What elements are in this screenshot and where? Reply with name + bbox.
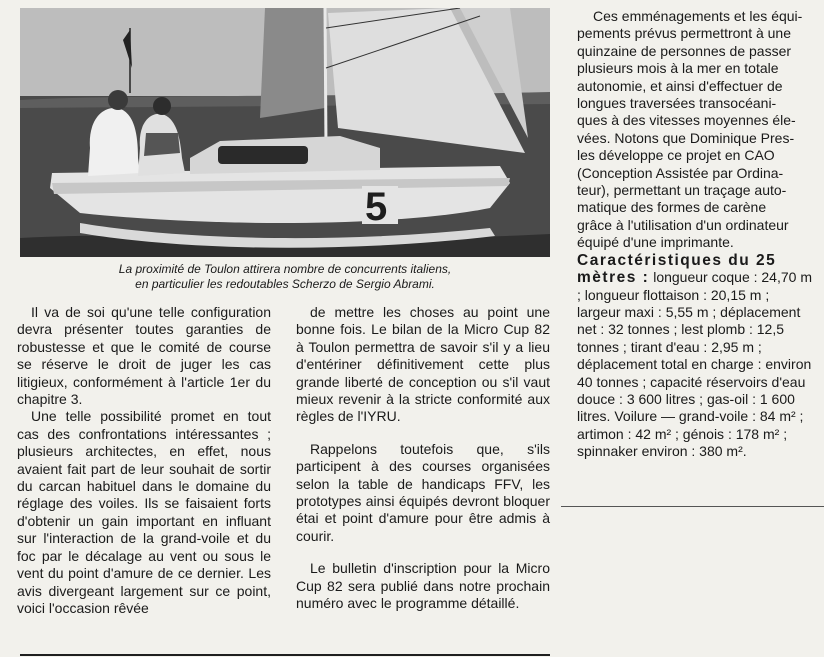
text-line: grâce à l'utilisation d'un ordinateur [577,216,789,233]
caption-line-2: en particulier les redoutables Scherzo de Sergio Abrami. [135,276,435,291]
column-separator [561,506,824,507]
caption-line-1: La proximité de Toulon attirera nombre de concurrents italiens, [118,262,452,276]
text-line: les développe ce projet en CAO [577,147,775,164]
text-line: pements prévus permettront à une [577,25,792,42]
paragraph: Rappelons toutefois que, s'ils participent à des courses organisées selon la table de handicaps FFV, les prototypes ainsi équipés devront bloquer étai et point d'amure pour être admis à courir. [296,440,550,544]
paragraph: Le bulletin d'inscription pour la Micro Cup 82 sera publié dans notre prochain numéro avec le programme détaillé. [296,560,550,612]
text-line: matique des formes de carène [577,199,767,216]
text-line: quinzaine de personnes de passer [577,42,792,59]
text-line: autonomie, et ainsi d'effectuer de [577,77,783,94]
specs-heading: Caractéristiques du 25 mètres : [577,251,777,287]
text-line: ques à des vitesses moyennes éle- [577,112,796,129]
sailboat-illustration [20,8,550,257]
paragraph: Une telle possibilité promet en tout cas des confrontations intéressantes ; plusieurs architectes, en effet, nous avaient fait part de leur souhait de sortir du carcan habituel dans le domaine du réglage des voiles. Ils se faisaient forts d'obtenir un gain important en influant sur l'interaction de la grand-voile et du foc par le décalage au vent ou sous le vent du point d'amure de ce dernier. Les avis divergeant largement sur ce point, voici l'occasion rêvée [17,408,271,616]
article-column-3 [577,8,824,461]
bottom-rule [20,654,550,656]
sail-number: 5 [365,185,388,229]
article-column-2 [296,304,550,613]
text-line: équipé d'une imprimante. [577,234,734,251]
text-line: teur), permettant un traçage auto- [577,182,787,199]
photo-caption [20,262,550,291]
paragraph: Il va de soi qu'une telle configuration devra présenter toutes garanties de robustesse et que le comité de course se réserve le droit de juger les cas litigieux, conformément à l'article 1er du chapitre 3. [17,304,271,408]
paragraph: de mettre les choses au point une bonne fois. Le bilan de la Micro Cup 82 à Toulon permettra de savoir s'il y a lieu d'entériner définitivement cette plus grande liberté de conception ou s'il vaut mieux revenir à la stricte conformité aux règles de l'IYRU. [296,304,550,425]
text-line: plusieurs mois à la mer en totale [577,60,779,77]
article-column-1 [17,304,271,617]
text-line: vées. Notons que Dominique Pres- [577,129,795,146]
specs-paragraph [577,252,813,461]
sailboat-photo [20,8,550,257]
text-line: Ces emménagements et les équi- [593,8,803,24]
specs-text: longueur coque : 24,70 m ; longueur flottaison : 20,15 m ; largeur maxi : 5,55 m ; déplacement net : 32 tonnes ; lest plomb : 12,5 tonnes ; tirant d'eau : 2,95 m ; déplacement total en charge : environ 40 tonnes ; capacité réservoirs d'eau douce : 3 600 litres ; gas-oil : 1 600 litres. Voilure — grand-voile : 84 m² ; artimon : 42 m² ; génois : 178 m² ; spinnaker environ : 380 m². [577,269,812,460]
text-line: (Conception Assistée par Ordina- [577,164,784,181]
text-line: longues traversées transocéani- [577,95,777,112]
